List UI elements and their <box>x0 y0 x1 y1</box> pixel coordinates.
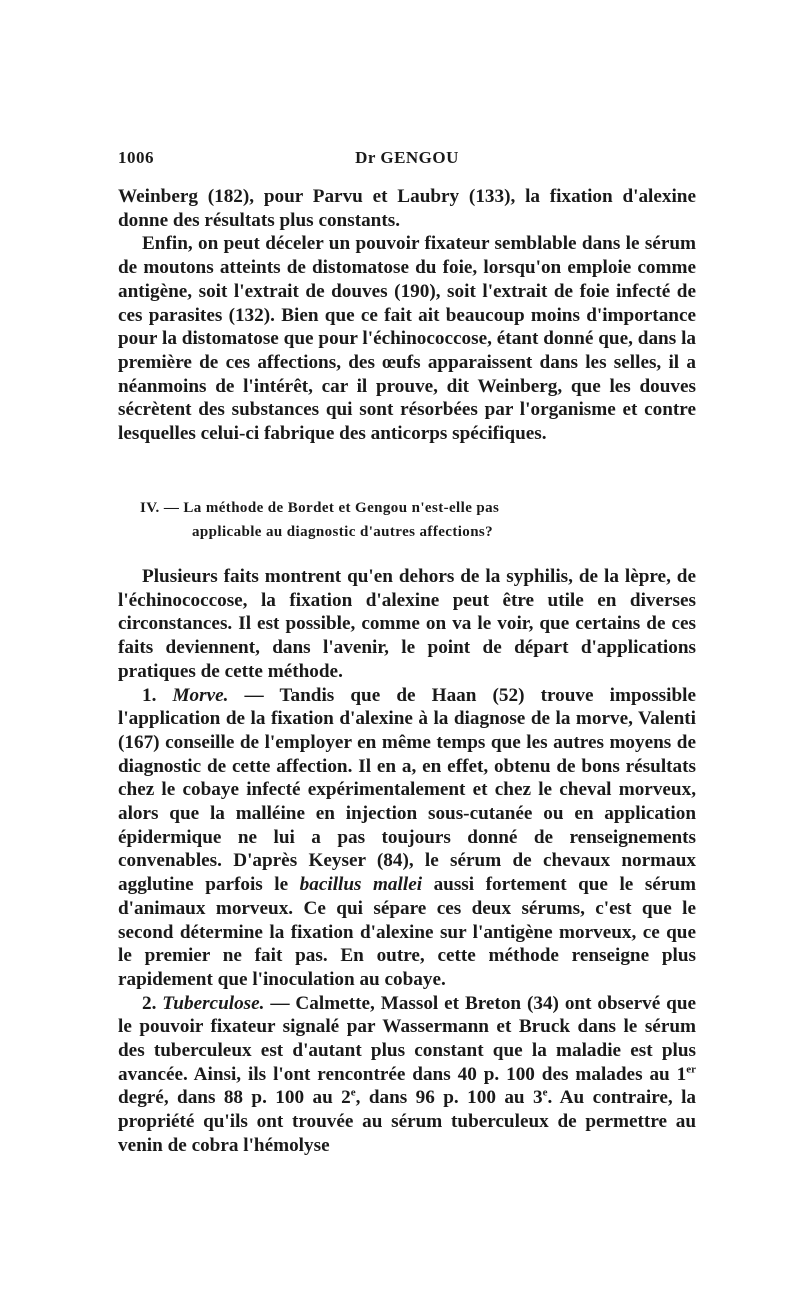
paragraph-distomatose: Enfin, on peut déceler un pouvoir fixateur semblable dans le sérum de moutons atteints de distomatose du foie, lorsqu'on emploie comme antigène, soit l'extrait de douves (190), soit l'extrait de foie infecté de ces parasites (132). Bien que ce fait ait beaucoup moins d'importance pour la distomatose que pour l'échinococcose, étant donné que, dans la première de ces affections, des œufs apparaissent dans les selles, il a néanmoins de l'intérêt, car il prouve, dit Weinberg, que les douves sécrètent des substances qui sont résorbées par l'organisme et contre lesquelles celui-ci fabrique des anticorps spécifiques. <box>118 233 696 445</box>
text-run: , dans 96 p. 100 au 3 <box>355 1087 543 1109</box>
paragraph-continuation: Weinberg (182), pour Parvu et Laubry (133), la fixation d'alexine donne des résultats plus constants. <box>118 186 696 231</box>
page-header <box>118 148 696 172</box>
text-run: — Tandis que de Haan (52) trouve impossible l'application de la fixation d'alexine à la diagnose de la morve, Valenti (167) conseille de l'employer en même temps que les autres moyens de diagnostic de cette affection. Il en a, en effet, obtenu de bons résultats chez le cobaye infecté expérimentalement et chez le cheval morveux, alors que la malléine en injection sous-cutanée ou en application épidermique ne lui a pas toujours donné de renseignements convenables. D'après Keyser (84), le sérum de chevaux normaux agglutine parfois le <box>118 684 697 896</box>
italic-term: bacillus mallei <box>299 874 423 896</box>
paragraph-morve <box>118 684 696 992</box>
item-title: Tuberculose. <box>162 992 265 1014</box>
superscript: e <box>542 1087 548 1100</box>
paragraph-intro: Plusieurs faits montrent qu'en dehors de la syphilis, de la lèpre, de l'échinococcose, la fixation d'alexine peut être utile en diverses circonstances. Il est possible, comme on va le voir, que certains de ces faits deviennent, dans l'avenir, le point de départ d'applications pratiques de cette méthode. <box>118 566 696 682</box>
item-title: Morve. <box>172 684 229 706</box>
section-heading-line-2: applicable au diagnostic d'autres affections? <box>192 524 494 540</box>
text-run: . Au contraire, la propriété qu'ils ont trouvée au sérum tuberculeux de permettre au venin de cobra l'hémolyse <box>118 1087 697 1156</box>
paragraph-tuberculose <box>118 992 696 1158</box>
section-heading-line-1: IV. — La méthode de Bordet et Gengou n'est-elle pas <box>140 500 500 516</box>
superscript: er <box>686 1063 696 1076</box>
section-heading <box>140 496 680 544</box>
page-number: 1006 <box>118 148 154 167</box>
superscript: e <box>350 1087 356 1100</box>
body-text-top <box>118 185 696 446</box>
text-run: degré, dans 88 p. 100 au 2 <box>118 1087 351 1109</box>
running-title: Dr GENGOU <box>355 148 459 167</box>
body-text-section-iv <box>118 565 696 1158</box>
text-run: aussi fortement que le sérum d'animaux morveux. Ce qui sépare ces deux sérums, c'est que le second détermine la fixation d'alexine sur l'antigène morveux, ce que le premier ne fait pas. En outre, cette méthode renseigne plus rapidement que l'inoculation au cobaye. <box>118 874 696 990</box>
item-number: 2. <box>142 992 163 1014</box>
text-run: — Calmette, Massol et Breton (34) ont observé que le pouvoir fixateur signalé par Wassermann et Bruck dans le sérum des tuberculeux est d'autant plus constant que la maladie est plus avancée. Ainsi, ils l'ont rencontrée dans 40 p. 100 des malades au 1 <box>118 992 697 1085</box>
item-number: 1. <box>142 684 173 706</box>
